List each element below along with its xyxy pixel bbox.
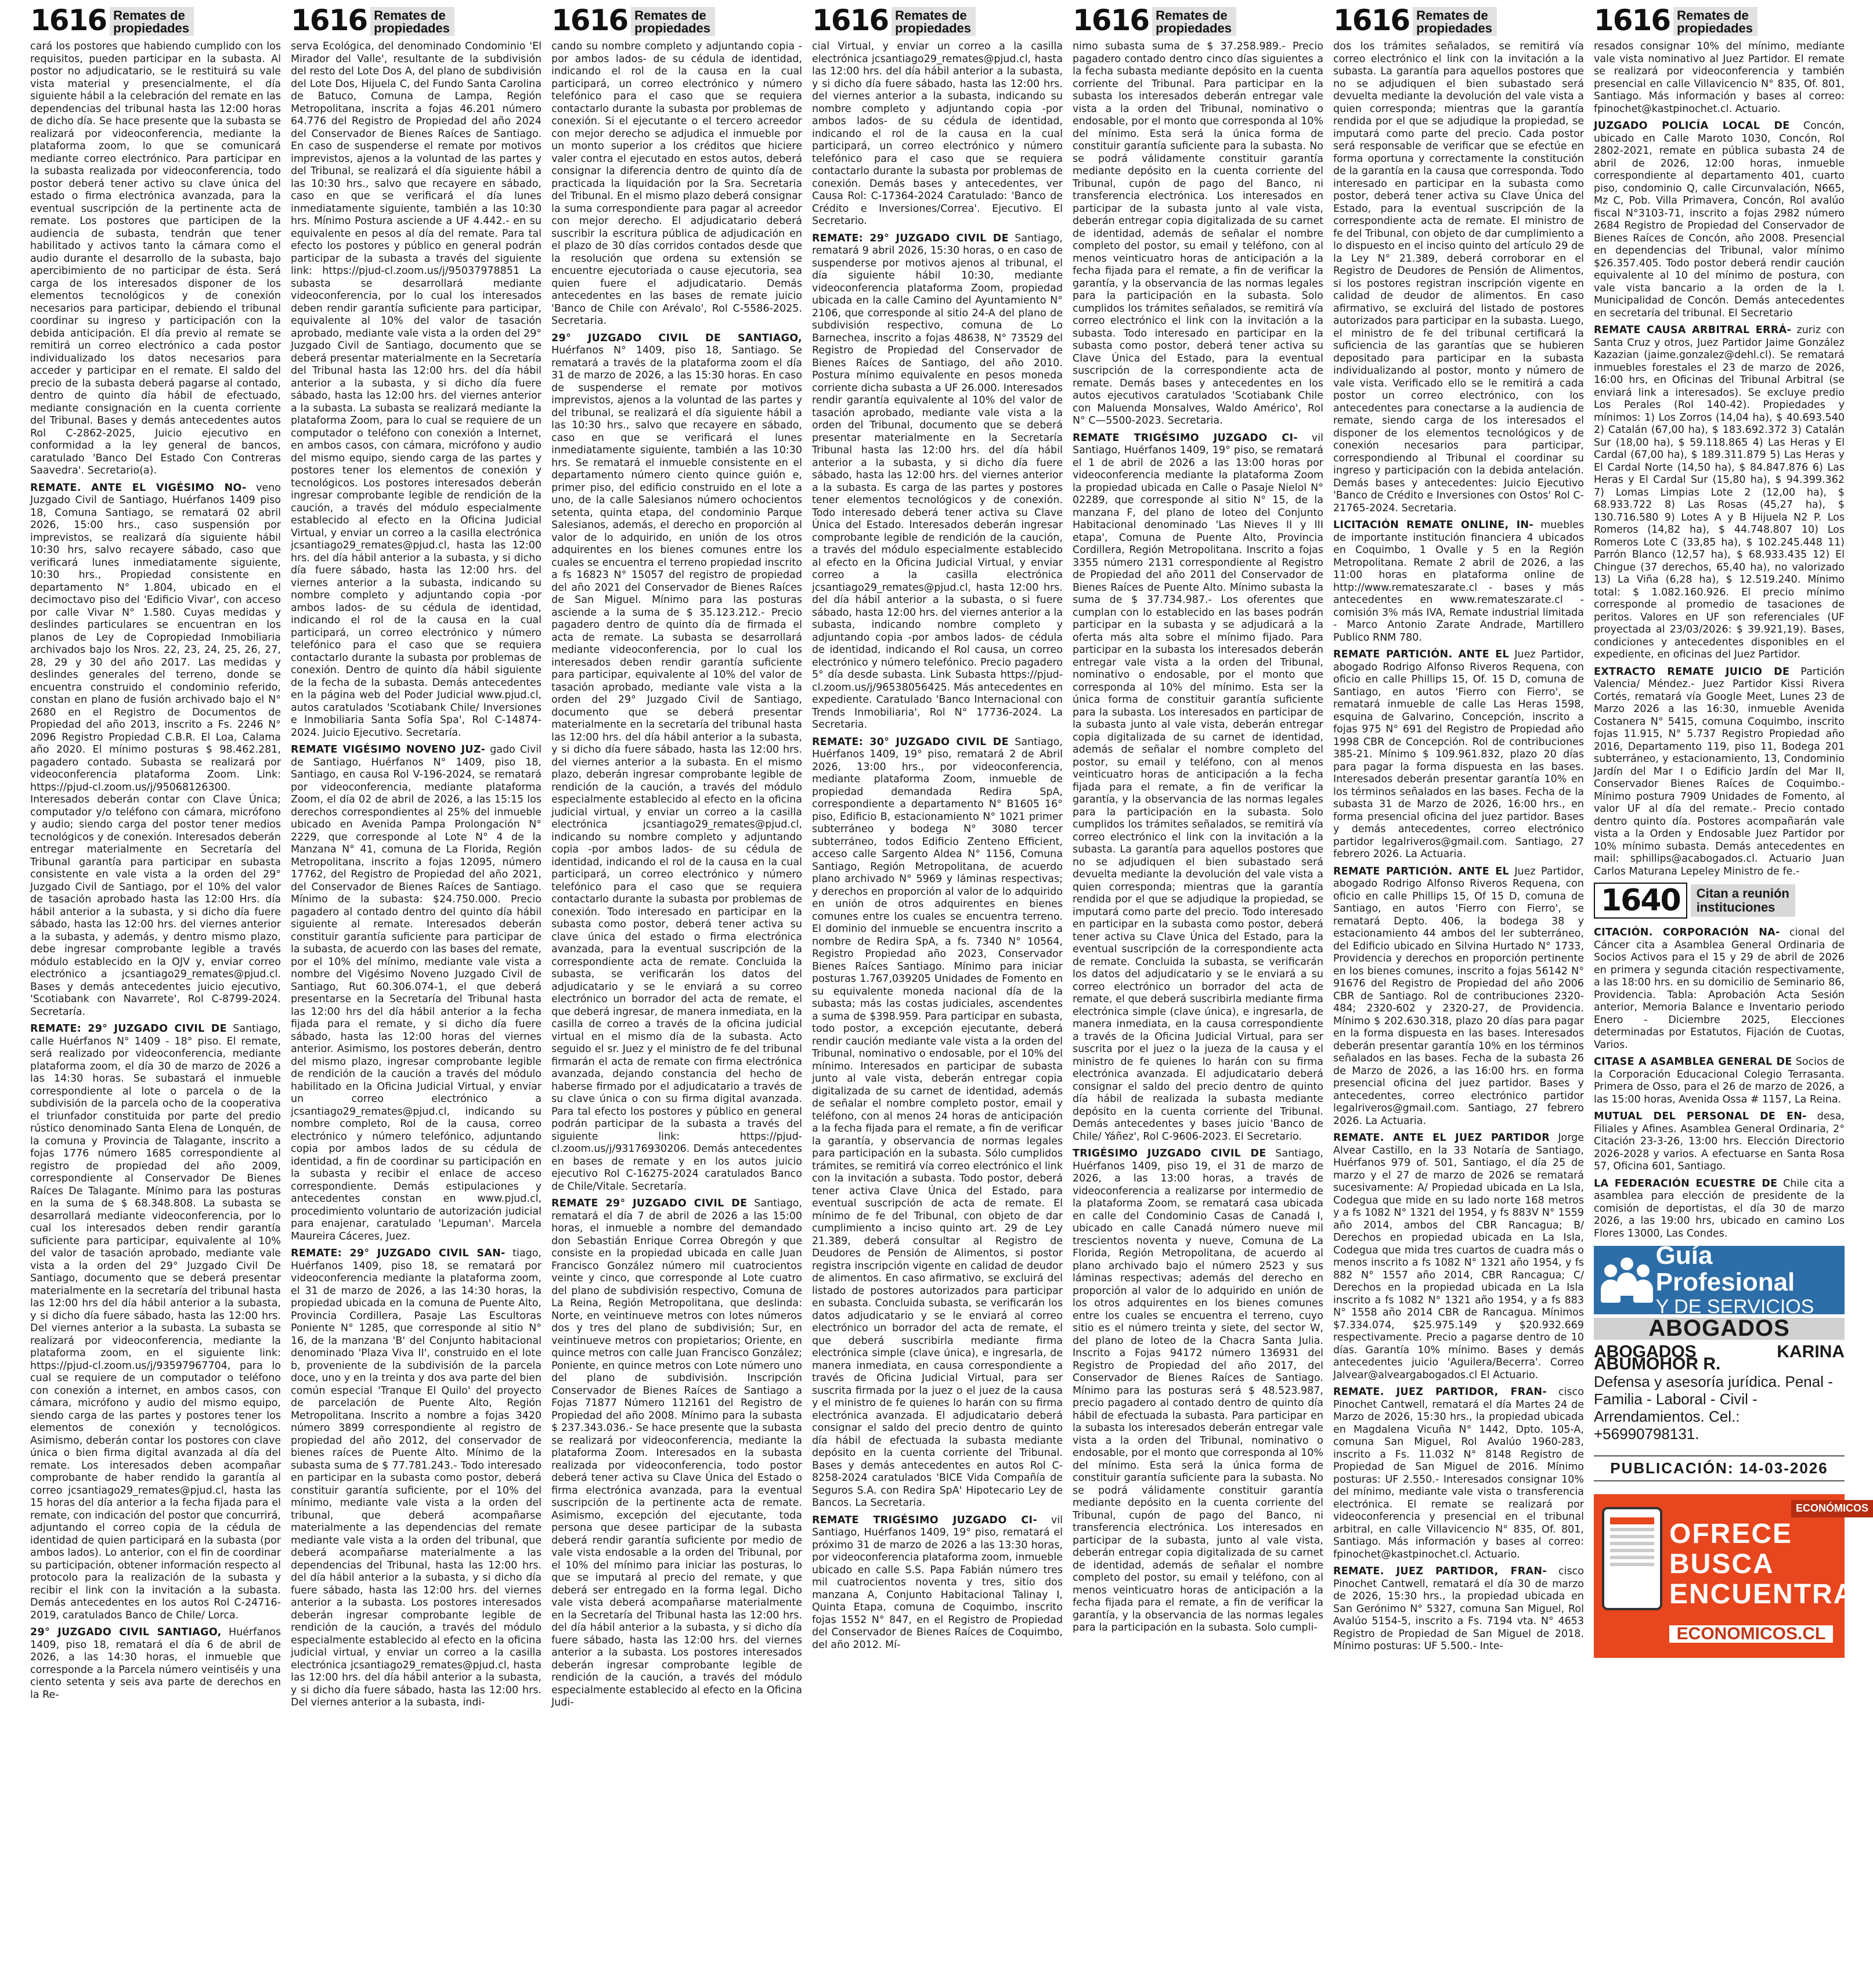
notice — [1333, 41, 1584, 515]
notice — [1073, 432, 1323, 1144]
notice-text: Santiago, calle Huérfanos N° 1409 - 18° piso. El remate, será realizado por videoconferencia, mediante plataforma zoom, el día 30 de marzo de 2026 a las 14:30 horas. Se subastará el inmueble correspondiente al lote o parcela o de la subdivisión de la parcela ocho de la cooperativa el triunfador constituida por parte del predio rústico denominado Santa Elena de Lonquén, de la comuna y Provincia de Talagante, inscrito a fojas 1776 número 1685 correspondiente al registro de propiedad del año 2009, correspondiente al Conservador De Bienes Raíces De Talagante. Mínimo para las posturas en la suma de $ 68.348.808. La subasta se desarrollará mediante videoconferencia, por lo cual los interesados deben rendir garantía suficiente para participar, equivalente al 10% del valor de tasación aprobado, mediante vale vista a la orden del 29° Juzgado Civil De Santiago, documento que se deberá presentar materialmente en la secretaría del tribunal hasta las 12:00 hrs del día hábil anterior a la subasta, y si dicho día fuere sábado, hasta las 12:00 hrs. Del viernes anterior a la subasta. La subasta se realizará por videoconferencia, mediante la plataforma zoom, en el siguiente link: https://pjud-cl.zoom.us/j/93597967704, para lo cual se requiere de un computador o teléfono con conexión a internet, en ambos casos, con cámara, micrófono y audio del mismo equipo, siendo carga de las partes y postores tener los elementos de conexión y tecnológicos. Asimismo, deberán contar los postores con clave única o bien firma digital avanzada al día del remate. Los interesados deben acompañar comprobante de haber rendido la garantía al correo jcsantiago29_remates@pjud.cl, hasta las 15 horas del día anterior a la fecha fijada para el remate, con indicación del postor que concurrirá, adjuntando el correo copia de la cédula de identidad de quien participará en la subasta (por ambos lados). Lo anterior, con el fin de coordinar su participación, obtener información respecto al protocolo para la realización de la subasta y recibir el link con la invitación a la subasta. Demás antecedentes en los autos Rol C-24716-2019, caratulados Banco de Chile/ Lorca. — [30, 1023, 281, 1621]
phone-icon — [1602, 1507, 1662, 1610]
notice-text: muebles de importante institución financiera 4 ubicados en Coquimbo, 1 Ovalle y 5 en la Región Metropolitana. Remate 2 abril de 2026, a las 11:00 horas en plataforma online de http://www.remateszarate.cl - bases y más antecedentes en www.remateszarate.cl - comisión 3% más IVA, Remate industrial limitada - Marco Antonio Zarate Andrade, Martillero Publico RNM 780. — [1333, 519, 1584, 644]
notice — [1594, 927, 1845, 1051]
notice-text: cisco Pinochet Cantwell, rematará el día 30 de marzo de 2026, 15:30 hrs., la propiedad ubicada en San Gerónimo N° 5327, comuna San Miguel, Rol Avalúo 5154-5, inscrito a Fs. 7194 vta. N° 4653 Registro de Propiedad de San Miguel de 2018. Mínimo posturas: UF 5.500.- Inte- — [1333, 1566, 1584, 1652]
notice-lead: CITASE A ASAMBLEA GENERAL DE — [1594, 1056, 1792, 1068]
notice-lead: EXTRACTO REMATE JUICIO DE — [1594, 666, 1790, 678]
notice-text: cisco Pinochet Cantwell, rematará el día Martes 24 de Marzo de 2026, 15:30 hrs., la propiedad ubicada en Magdalena Vicuña N° 1442, Dpto. 105-A, comuna San Miguel, Rol Avalúo 1960-283, inscrito a Fs. 11.032 N° 8148 Registro de Propiedad de San Miguel de 2016. Mínimo posturas: UF 2.550.- Interesados consignar 10% del mínimo, mediante vale vista o transferencia electrónica. El remate se realizará por videoconferencia y presencial en el tribunal arbitral, en calle Villavicencio N° 835, Of. 801, Santiago. Más información y bases al correo: fpinochet@kastpinochet.cl. Actuario. — [1333, 1386, 1584, 1560]
notice-lead: REMATE TRIGÉSIMO JUZGADO CI- — [812, 1514, 1037, 1526]
notice-lead: TRIGÉSIMO JUZGADO CIVIL DE — [1073, 1148, 1266, 1159]
notice-text: Huérfanos N° 1409, piso 18, Santiago. Se rematará a través de la plataforma zoom el día 31 de marzo de 2026, a las 15:30 horas. En caso de suspenderse el remate por motivos imprevistos, ajenos a la voluntad de las partes y del tribunal, se realizará el día siguiente hábil a las 10:30 hrs., salvo que recayere en sábado, caso en que se verificará el lunes inmediatamente siguiente, también a las 10:30 hrs. Se rematará el inmueble consistente en el departamento número ciento quince guión e, primer piso, del edificio construido en el lote a uno, de la calle Salesianos número ochocientos setenta, quinta etapa, del condominio Parque Salesianos, además, el derecho en proporción al valor de lo adquirido, en unión de los otros adquirentes en los bienes comunes entre los cuales se encuentra el terreno propiedad inscrito a fs 16823 N° 15057 del registro de propiedad del año 2021 del Conservador de Bienes Raíces de San Miguel. Mínimo para las posturas asciende a la suma de $ 35.123.212.- Precio pagadero dentro de quinto día de firmada el acta de remate. La subasta se desarrollará mediante videoconferencia, por lo cual los interesados deben rendir garantía suficiente para participar, equivalente al 10% del valor de tasación aprobado, mediante vale vista a la orden del 29° Juzgado Civil de Santiago, documento que se deberá presentar materialmente en la secretaría del tribunal hasta las 12:00 hrs. del día hábil anterior a la subasta, y si dicho día fuere sábado, hasta las 12:00 hrs. del viernes anterior a la subasta. En el mismo plazo, deberán ingresar comprobante legible de rendición de la caución, a través del módulo especialmente establecido al efecto en la oficina judicial virtual, y enviar un correo a la casilla electrónica jcsantiago29_remates@pjud.cl, indicando su nombre completo y adjuntando copia -por ambos lados- de su cédula de identidad, indicando el rol de la causa en la cual participará, un correo electrónico y número telefónico para el caso que se requiera contactarlo durante la subasta por problemas de conexión. Todo interesado en participar en la subasta como postor, deberá tener activa su clave única del estado o firma electrónica avanzada, para la eventual suscripción de la correspondiente acta de remate. Concluida la subasta, se verificarán los datos del adjudicatario y se le enviará a su correo electrónico un borrador del acta de remate, el que deberá ingresar, de manera inmediata, en la casilla de correo a través de la oficina judicial virtual en el mismo día de la subasta. Acto seguido el sr. Juez y el ministro de fe del tribunal firmarán el acta de remate con firma electrónica avanzada, dejando constancia del hecho de haberse firmado por el adjudicatario a través de su clave única o con su firma digital avanzada. Para tal efecto los postores y público en general podrán participar de la subasta a través del siguiente link: https://pjud-cl.zoom.us/j/93176930206. Demás antecedentes en bases de remate y en los autos juicio ejecutivo Rol C-16275-2024 caratulados Banco de Chile/Vitale. Secretaría. — [551, 345, 802, 1192]
notice — [30, 1023, 281, 1622]
notice-text: Santiago, rematará 9 abril 2026, 15:30 horas, o en caso de suspenderse por motivos ajenos al tribunal, el día siguiente hábil 10:30, mediante videoconferencia plataforma Zoom, propiedad ubicada en la calle Camino del Ayuntamiento N° 2106, que corresponde al sitio 24-A del plano de subdivisión respectivo, comuna de Lo Barnechea, inscrito a fojas 48638, N° 73529 del Registro de Propiedad del Conservador de Bienes Raíces de Santiago, del año 2010. Postura mínimo equivalente en pesos moneda corriente dicha subasta a UF 26.000. Interesados rendir garantía equivalente al 10% del valor de tasación aprobado, mediante vale vista a la orden del Tribunal, documento que se deberá presentar materialmente en la Secretaría Tribunal hasta las 12:00 hrs. del día hábil anterior a la subasta, y si dicho día fuere sábado, hasta las 12:00 hrs. del viernes anterior a la subasta. Es carga de las partes y postores tener elementos tecnológicos y de conexión. Todo interesado deberá tener activa su Clave Única del Estado. Interesados deberán ingresar comprobante legible de rendición de la caución, a través del módulo especialmente establecido al efecto en la Oficina Judicial Virtual, y enviar correo a la casilla electrónica jcsantiago29_remates@pjud.cl, hasta 12:00 hrs. del día hábil anterior a la subasta, o si fuere sábado, hasta 12:00 hrs. del viernes anterior a la subasta, indicando nombre completo y adjuntando copia -por ambos lados- de cédula de identidad, indicando el Rol causa, un correo electrónico y número telefónico. Precio pagadero 5° día desde subasta. Link Subasta https://pjud-cl.zoom.us/j/96538056425. Más antecedentes en expediente. Caratulado 'Banco Internacional con Trends Inmobiliaria', Rol N° 17736-2024. La Secretaria. — [812, 232, 1063, 731]
notice-text: gado Civil de Santiago, Huérfanos N° 1409, piso 18, Santiago, en causa Rol V-196-2024, se rematará por videoconferencia, mediante plataforma Zoom, el día 02 de abril de 2026, a las 15:15 los derechos correspondientes al 25% del inmueble ubicado en Avenida Pampa Prolongación N° 2229, que corresponde al Lote N° 4 de la Manzana N° 41, comuna de La Florida, Región Metropolitana, inscrito a fojas 12095, número 17762, del Registro de Propiedad del año 2021, del Conservador de Bienes Raíces de Santiago. Mínimo de la subasta: $24.750.000. Precio pagadero al contado dentro del quinto día hábil siguiente al remate. Interesados deberán constituir garantía suficiente para participar de la subasta, de acuerdo con las bases del remate, por el 10% del mínimo, mediante vale vista a nombre del Vigésimo Noveno Juzgado Civil de Santiago, Rut 60.306.074-1, el que deberá presentarse en la Secretaría del Tribunal hasta las 12:00 hrs del día hábil anterior a la fecha fijada para el remate, y si dicho día fuere sábado, hasta las 12:00 horas del viernes anterior. Asimismo, los postores deberán, dentro del mismo plazo, ingresar comprobante legible de rendición de la caución a través del módulo habilitado en la Oficina Judicial Virtual, y enviar un correo electrónico a jcsantiago29_remates@pjud.cl, indicando su nombre completo, Rol de la causa, correo electrónico y número telefónico, adjuntando copia por ambos lados de su cédula de identidad, a fin de coordinar su participación en la subasta y recibir el enlace de acceso correspondiente. Demás estipulaciones y antecedentes constan en www.pjud.cl, procedimiento voluntario de autorización judicial para enajenar, caratulado 'Lepuman'. Marcela Maureira Cáceres, Juez. — [291, 744, 542, 1242]
notice-text: vil Santiago, Huérfanos 1409, 19° piso, se rematará el 1 de abril de 2026 a las 13:00 horas por videoconferencia mediante la plataforma Zoom la propiedad ubicada en Calle o Pasaje Nielol N° 02289, que corresponde al sitio N° 15, de la manzana F, del plano de loteo del Conjunto Habitacional denominado 'Las Nieves II y III etapa', Comuna de Puente Alto, Provincia Cordillera, Región Metropolitana. Inscrito a fojas 3355 número 2131 correspondiente al Registro de Propiedad del año 2011 del Conservador de Bienes Raíces de Puente Alto. Mínimo subasta la suma de $ 37.734.987.- Los oferentes que cumplan con lo establecido en las bases podrán participar en la subasta y se adjudicará a la oferta más alta sobre el mínimo fijado. Para participar en la subasta los interesados deberán entregar vale vista a la orden del Tribunal, nominativo o endosable, por el monto que corresponda al 10% del mínimo. Esta ser la única forma de constituir garantía suficiente para la subasta. Los interesados en participar de la subasta junto al vale vista, deberán entregar copia digitalizada de su carnet de identidad, además de señalar el nombre completo del postor, su email y teléfono, con al menos veinticuatro horas de anticipación a la fecha fijada para el remate, a fin de verificar la garantía, y la observancia de las normas legales para la participación en la subasta. Solo cumplidos los trámites señalados, se remitirá vía correo electrónico el link con la invitación a la subasta. La garantía para aquellos postores que no se adjudiquen el bien subastado será devuelta mediante la devolución del vale vista a quien corresponda; mientras que la garantía rendida por el que se adjudique la propiedad, se imputará como parte del precio. Todo interesado en participar en la subasta como postor, deberá tener activa su Clave Única del Estado, para la eventual suscripción de la correspondiente acta de remate. Concluida la subasta, se verificarán los datos del adjudicatario y se le enviará a su correo electrónico un borrador del acta de remate, el que deberá suscribirla mediante firma electrónica simple (clave única), e ingresarla, de manera inmediata, en la causa correspondiente a través de la Oficina Judicial Virtual, para ser suscrita por el juez o la jueza de la causa y el ministro de fe quienes lo harán con su firma electrónica avanzada. El adjudicatario deberá consignar el saldo del precio dentro de quinto día hábil de realizada la subasta mediante depósito en la cuenta corriente del Tribunal. Demás antecedentes y bases juicio 'Banco de Chile/ Yáñez', Rol C-9606-2023. El Secretario. — [1073, 432, 1323, 1143]
notice-text: cando su nombre completo y adjuntando copia -por ambos lados- de su cédula de identidad, indicando el rol de la causa en la cual participará, un correo electrónico y número telefónico para el caso que se requiera contactarlo durante la subasta por problemas de conexión. Si el ejecutante o el tercero acreedor con mejor derecho se adjudica el inmueble por un monto superior a los créditos que hiciere valer contra el ejecutado en estos autos, deberá consignar la diferencia dentro de quinto día de practicada la liquidación por la Sra. Secretaria del Tribunal. En el mismo plazo deberá consignar la suma correspondiente para pagar al acreedor con mejor derecho. El adjudicatario deberá suscribir la escritura pública de adjudicación en el plazo de 30 días corridos contados desde que la resolución que ordena su extensión se encuentre ejecutoriada o cause ejecutoria, sea quien fuere el adjudicatario. Demás antecedentes en las bases de remate juicio 'Banco de Chile con Arévalo', Rol C-5586-2025. Secretaria. — [551, 41, 802, 327]
notice-text: Huérfanos 1409, piso 18, rematará el día 6 de abril de 2026, a las 14:30 horas, el inmueble que corresponde a la Parcela número veintiséis y una ciento setenta y seis ava parte de derechos en la Re- — [30, 1626, 281, 1701]
notice — [30, 482, 281, 1019]
notice-text: veno Juzgado Civil de Santiago, Huérfanos 1409 piso 18, Comuna Santiago, se rematará 02 abril 2026, 15:00 hrs., caso suspensión por imprevistos, se realizará día siguiente hábil 10:30 hrs, salvo recayere sábado, caso que verificará lunes inmediatamente siguiente, 10:30 hrs., Propiedad consistente en departamento N° 1.804, ubicado en el decimoctavo piso del 'Edificio Vivar', con acceso por calle Vivar N° 1.580. Cuyas medidas y deslindes particulares se encuentran en los planos de Ley de Copropiedad Inmobiliaria archivados bajo los Nros. 22, 23, 24, 25, 26, 27, 28, 29 y 30 del año 2017. Las medidas y deslindes generales del terreno, donde se encuentra construido el condominio referido, constan en plano de fusión archivado bajo el N° 2680 en el Registro de Documentos de Propiedad del año 2013, inscrito a Fs. 2246 N° 2096 Registro Propiedad C.B.R. El Loa, Calama año 2020. El mínimo posturas $ 98.462.281, pagadero contado. Subasta se realizará por videoconferencia plataforma Zoom. Link: https://pjud-cl.zoom.us/j/95068126300. Interesados deberán contar con Clave Única; computador y/o teléfono con cámara, micrófono y audio; siendo carga del postor tener medios tecnológicos y de conexión. Interesados deberán entregar materialmente en Secretaría del Tribunal garantía para participar en subasta consistente en vale vista a la orden del 29° Juzgado Civil de Santiago, por el 10% del valor de tasación aprobado hasta las 12:00 Hrs. día hábil anterior a la subasta, y si dicho día fuere sábado, hasta las 12:00 hrs. del viernes anterior a la subasta, y además, y dentro mismo plazo, debe ingresar comprobante legible a través módulo establecido en la OJV y, enviar correo electrónico a jcsantiago29_remates@pjud.cl. Bases y demás antecedentes juicio ejecutivo, 'Scotiabank con Navarrete', Rol C-8799-2024. Secretaría. — [30, 482, 281, 1018]
section-label: Remates de propiedades — [370, 7, 454, 36]
notice — [1594, 41, 1845, 115]
column-header — [1333, 5, 1584, 41]
section-number: 1616 — [291, 3, 367, 37]
lawyer-name: ABOGADOS KARINA ABUMOHOR R. — [1594, 1342, 1845, 1373]
notice — [291, 1248, 542, 1709]
notice-lead: REMATE. JUEZ PARTIDOR, FRAN- — [1333, 1566, 1547, 1577]
notice — [1594, 666, 1845, 879]
notice — [812, 1515, 1063, 1652]
notice-text: resados consignar 10% del mínimo, mediante vale vista nominativo al Juez Partidor. El remate se realizará por videoconferencia y también presencial en calle Villavicencio N° 835, Of. 801, Santiago. Más información y bases al correo: fpinochet@kastpinochet.cl. Actuario. — [1594, 41, 1845, 115]
column-body — [812, 41, 1063, 1651]
notice-lead: 29° JUZGADO CIVIL SANTIAGO, — [30, 1626, 222, 1638]
column-header — [551, 5, 802, 41]
notice — [1594, 1111, 1845, 1173]
notice — [1594, 324, 1845, 662]
notice-lead: MUTUAL DEL PERSONAL DE EN- — [1594, 1111, 1807, 1122]
guide-subtitle: Y DE SERVICIOS — [1655, 1296, 1814, 1318]
section-label: Remates de propiedades — [631, 7, 715, 36]
section-label: Remates de propiedades — [892, 7, 976, 36]
notice — [1333, 1566, 1584, 1653]
notice — [551, 332, 802, 1194]
ad-brand: ECONÓMICOS — [1791, 1500, 1873, 1517]
notice-text: Santiago, Huérfanos 1409, piso 19, el 31 de marzo de 2026, a las 13:00 horas, a través de videoconferencia a realizarse por intermedio de la plataforma Zoom, se rematará casa ubicada en calle del Condominio Casas de Canadá I, ubicado en calle Canadá número nueve mil trescientos noventa y nueve, Comuna de La Florida, Región Metropolitana, de acuerdo al plano archivado bajo el número 2523 y sus láminas respectivas; además del derecho en proporción al valor de lo adquirido en unión de los otros adquirentes en los bienes comunes entre los cuales se encuentra el terreno, cuyo sitio es el número treinta y siete, del sector W, del plano de loteo de la Chacra Santa Julia. Inscrito a Fojas 94172 número 136931 del Registro de Propiedad del año 2017, del Conservador de Bienes Raíces de Santiago. Mínimo para las posturas será $ 48.523.987, precio pagadero al contado dentro de quinto día hábil de efectuada la subasta. Para participar en la subasta los interesados deberán entregar vale vista a la orden del Tribunal, nominativo o endosable, por el monto que corresponda al 10% del mínimo. Esta será la única forma de constituir garantía suficiente para la subasta. No se podrá válidamente constituir garantía mediante depósito en la cuenta corriente del Tribunal, cupón de pago del Banco, ni transferencia electrónica. Los interesados en participar de la subasta, junto al vale vista, deberán entregar copia digitalizada de su carnet de identidad, además de señalar el nombre completo del postor, su email y teléfono, con al menos veinticuatro horas de anticipación a la fecha fijada para el remate, a fin de verificar la garantía, y la observancia de las normas legales para la participación en la subasta. Solo cumpli- — [1073, 1148, 1323, 1633]
notice-text: dos los trámites señalados, se remitirá vía correo electrónico el link con la invitación a la subasta. La garantía para aquellos postores que no se adjudiquen el bien subastado será devuelta mediante la devolución del vale vista a quien corresponda; mientras que la garantía rendida por el que se adjudique la propiedad, se imputará como parte del precio. Cada postor será responsable de verificar que se efectúe en forma oportuna y correctamente la constitución de la garantía en la causa que corresponda. Todo interesado en participar en la subasta como postor, deberá tener activa su Clave Única del Estado, para la eventual suscripción de la correspondiente acta de remate. El ministro de fe del Tribunal, con objeto de dar cumplimiento a lo dispuesto en el inciso quinto del artículo 29 de la Ley N° 21.389, deberá corroborar en el Registro de Deudores de Pensión de Alimentos, si los postores registran inscripción vigente en calidad de deudor de alimentos. En caso afirmativo, se excluirá del listado de postores autorizados para participar en la subasta. Luego, el ministro de fe del tribunal certificará la suficiencia de las garantías que se hubieren depositado para participar en la subasta individualizando al postor, monto y número de vale vista. Verificado ello se le remitirá a cada postor un correo electrónico, con los antecedentes para conectarse a la audiencia de remate, siendo carga de los interesados el disponer de los elementos tecnológicos y de conexión necesarios para participar, correspondiendo al Tribunal el coordinar su ingreso y participación con la debida antelación. Demás bases y antecedentes: Juicio Ejecutivo 'Banco de Crédito e Inversiones con Ostos' Rol C-21765-2024. Secretaria. — [1333, 41, 1584, 514]
notice-text: Socios de la Corporación Educacional Colegio Terrasanta. Primera de Osso, para el 26 de marzo de 2026, a las 15:00 horas, Avenida Ossa # 1157, La Reina. — [1594, 1056, 1845, 1105]
section-label: Remates de propiedades — [110, 7, 194, 36]
notice — [30, 1626, 281, 1701]
classified-column-2 — [291, 5, 542, 1983]
section-label: Remates de propiedades — [1413, 7, 1497, 36]
classified-column-4 — [812, 5, 1063, 1983]
notice-lead: REMATE: 29° JUZGADO CIVIL DE — [812, 232, 1009, 244]
people-icon — [1601, 1254, 1648, 1306]
notice-lead: REMATE. ANTE EL VIGÉSIMO NO- — [30, 482, 247, 494]
notice-lead: 29° JUZGADO CIVIL DE SANTIAGO, — [551, 332, 802, 344]
economicos-ad[interactable] — [1594, 1494, 1869, 1658]
notice-text: Jorge Alvear Castillo, en la 33 Notaría de Santiago, Huérfanos 979 of. 501, Santiago, el día 25 de marzo y el 27 de marzo de 2026 se rematará sucesivamente: A/ Propiedad ubicada en La Isla, Codegua que mide en su lado norte 168 metros y a fs 1082 N° 1321 del 1954, y fs 883V N° 1559 año 2014, ambos del CBR Rancagua; B/ Derechos en propiedad ubicada en La Isla, Codegua que mida tres cuartos de cuadra más o menos inscrito a fs 1082 N° 1321 año 1954, y fs 882 N° 1557 año 2014, CBR Rancagua; C/ Derechos en la propiedad ubicada en La Isla inscrito a fs 1082 N° 1321 año 1954, y a fs 883 N° 1558 año 2014 CBR de Rancagua. Mínimos $7.334.074, $25.975.149 y $20.932.669 respectivamente. Precio a pagarse dentro de 10 días. Garantía 10% mínimo. Bases y demás antecedentes juicio 'Aguilera/Becerra'. Correo Jalvear@alveargabogados.cl El Actuario. — [1333, 1132, 1584, 1381]
column-body — [30, 41, 281, 1701]
section-number: 1616 — [1333, 3, 1410, 37]
section-number: 1640 — [1594, 883, 1687, 919]
publication-date: PUBLICACIÓN: 14-03-2026 — [1594, 1455, 1845, 1482]
classified-column-6 — [1333, 5, 1584, 1983]
classified-column-1 — [30, 5, 281, 1983]
notice-text: tiago, Huérfanos 1409, piso 18, se rematará por videoconferencia mediante la plataforma zoom, el 31 de marzo de 2026, a las 14:30 horas, la propiedad ubicada en la comuna de Puente Alto, Provincia Cordillera, Pasaje Las Escultoras Poniente N° 1285, que corresponde al sitio N° 16, de la manzana 'B' del Conjunto habitacional denominado 'Plaza Viva II', construido en el lote b, proveniente de la subdivisión de la parcela doce, uno y en la treinta y dos ava parte del bien común especial 'Tranque El Quilo' del proyecto de parcelación de Puente Alto, Región Metropolitana. Inscrito a nombre a fojas 3420 número 3899 correspondiente al registro de propiedad del año 2012, del conservador de bienes raíces de Puente Alto. Mínimo de la subasta suma de $ 77.781.243.- Todo interesado en participar en la subasta como postor, deberá constituir garantía suficiente, por el 10% del mínimo, mediante vale vista a la orden del tribunal, que deberá acompañarse materialmente a las dependencias del remate mediante vale vista a la orden del tribunal, que deberá acompañarse materialmente a las dependencias del Tribunal, hasta las 12:00 hrs. del día hábil anterior a la subasta, y si dicho día fuere sábado, hasta las 12:00 hrs. del viernes anterior a la subasta. Los postores interesados deberán ingresar comprobante legible de rendición de la caución, a través del módulo especialmente establecido al efecto en la oficina judicial virtual, y enviar un correo a la casilla electrónica jcsantiago29_remates@pjud.cl, hasta las 12:00 hrs. del día hábil anterior a la subasta, y si dicho día fuere sábado, hasta las 12:00 hrs. Del viernes anterior a la subasta, indi- — [291, 1248, 542, 1708]
notice — [1594, 120, 1845, 320]
notice — [812, 41, 1063, 228]
column-body — [551, 41, 802, 1709]
notice-text: Santiago, Huérfanos 1409, 19° piso, rematará 2 de Abril 2026, 13:00 hrs., por videoconferencia, mediante plataforma Zoom, inmueble de propiedad demandada Redira SpA, correspondiente a departamento N° B1605 16° piso, Edificio B, estacionamiento N° 1021 primer subterráneo y bodega N° 3080 tercer subterráneo, todos Edificio Zenteno Efficient, acceso calle Sargento Aldea N° 1156, Comuna Santiago, Región Metropolitana, de acuerdo plano archivado N° 5969 y láminas respectivas; y derechos en proporción al valor de lo adquirido en unión de otros adquirentes en bienes comunes entre los cuales se encuentra terreno. El dominio del inmueble se encuentra inscrito a nombre de Redira SpA, a fs. 7340 N° 10564, Registro Propiedad año 2023, Conservador Bienes Raíces Santiago. Mínimo para iniciar posturas 1.767,039205 Unidades de Fomento en su equivalente moneda nacional día de la subasta; más las costas judiciales, ascendentes a suma de $398.959. Para participar en subasta, todo postor, a excepción ejecutante, deberá rendir caución mediante vale vista a la orden del Tribunal, nominativo o endosable, por el 10% del mínimo. Interesados en participar de subasta junto al vale vista, deberán entregar copia digitalizada de su carnet de identidad, además de señalar el nombre completo postor, email y teléfono, con al menos 24 horas de anticipación a la fecha fijada para el remate, a fin de verificar la garantía, y observancia de normas legales para participación en la subasta. Sólo cumplidos trámites, se remitirá vía correo electrónico el link con la invitación a subasta. Todo postor, deberá tener activa Clave Única del Estado, para eventual suscripción de acta de remate. El mínimo de fe del Tribunal, con objeto de dar cumplimiento a inciso quinto art. 29 de Ley 21.389, deberá consultar al Registro de Deudores de Pensión de Alimentos, si postor registra inscripción vigente en calidad de deudor de alimentos. En caso afirmativo, se excluirá del listado de postores autorizados para participar en subasta. Concluida subasta, se verificarán los datos adjudicatario y se le enviará al correo electrónico un borrador del acta de remate, el que deberá suscribirla mediante firma electrónica simple (clave única), e ingresarla, de manera inmediata, en causa correspondiente a través de Oficina Judicial Virtual, para ser suscrita firmada por la juez o el juez de la causa y el ministro de fe quienes lo harán con su firma electrónica avanzada. El adjudicatario deberá consignar el saldo del precio dentro de quinto día hábil de efectuada la subasta mediante depósito en la cuenta corriente del Tribunal. Bases y demás antecedentes en autos Rol C-8258-2024 caratulados 'BICE Vida Compañía de Seguros S.A. con Redira SpA' Hipotecario Ley de Bancos. La Secretaria. — [812, 736, 1063, 1509]
notice-text: Partición Valencia/ Méndez.- Juez Partidor Kissi Rivera Cortés, rematará vía Google Meet, Lunes 23 de Marzo 2026 a las 16:30, inmueble Avenida Costanera N° 5415, comuna Coquimbo, inscrito fojas 11.915, N° 5.737 Registro Propiedad año 2016, Departamento 119, piso 11, Bodega 201 subterráneo, y estacionamiento, 13, Condominio Jardín del Mar I o Edificio Jardín del Mar II, Conservador Bienes Raíces de Coquimbo.- Mínimo postura 7909 Unidades de Fomento, al valor UF al día del remate.- Precio contado dentro quinto día. Postores acompañarán vale vista a la Orden y Endosable Juez Partidor por 10% mínimo subasta. Demás antecedentes en mail: sphillips@acabogados.cl. Actuario Juan Carlos Maturana Lepeley Ministro de fe.- — [1594, 666, 1845, 877]
notice — [812, 233, 1063, 732]
notice — [551, 41, 802, 328]
notice-text: cial Virtual, y enviar un correo a la casilla electrónica jcsantiago29_remates@pjud.cl, hasta las 12:00 hrs. del día hábil anterior a la subasta, y si dicho día fuere sábado, hasta las 12:00 hrs. del viernes anterior a la subasta, indicando su nombre completo y adjuntando copia -por ambos lados- de su cédula de identidad, indicando el rol de la causa en la cual participará, un correo electrónico y número telefónico para el caso que se requiera contactarlo durante la subasta por problemas de conexión. Demás bases y antecedentes, ver Causa Rol: C-17364-2024 Caratulado: 'Banco de Crédito e Inversiones/Correa'. Ejecutivo. El Secretario. — [812, 41, 1063, 227]
notice-text: zuriz con Santa Cruz y otros, Juez Partidor Jaime González Kazazian (jaime.gonzalez@dehl.cl). Se rematará inmuebles forestales el 23 de marzo de 2026, 16:00 hrs, en Oficinas del Tribunal Arbitral (se enviará link a interesados). Se excluye predio Los Perales (Rol 140-42). Propiedades y mínimos: 1) Los Zorros (14,04 ha), $ 40.693.540 2) Catalán (67,00 ha), $ 183.692.372 3) Catalán Sur (18,00 ha), $ 59.118.865 4) Las Heras y El Cardal (67,00 ha), $ 189.311.879 5) Las Heras y El Cardal Norte (14,50 ha), $ 84.847.876 6) Las Heras y El Cardal Sur (15,80 ha), $ 94.399.362 7) Lomas Limpias Lote 2 (12,00 ha), $ 68.933.722 8) Las Rosas (45,27 ha), $ 130.716.580 9) Lotes A y B Hijuela N2 P. Los Romeros (14,82 ha), $ 44.748.807 10) Los Romeros Lote C (33,85 ha), $ 102.245.448 11) Parrón Blanco (12,57 ha), $ 68.933.435 12) El Chingue (37 derechos, 65,40 ha), no valorizado 13) La Viña (6,28 ha), $ 12.519.240. Mínimo total: $ 1.082.160.926. El precio mínimo corresponde al promedio de tasaciones de peritos. Valores en UF son referenciales (UF proyectada al 23/03/2026: $ 39.921,19). Bases, condiciones y antecedentes disponibles en el expediente, en oficinas del Juez Partidor. — [1594, 324, 1845, 660]
notice-text: desa, Filiales y Afines. Asamblea General Ordinaria, 2° Citación 23-3-26, 13:00 hrs. Elección Directorio 2026-2028 y varios. A efectuarse en Santa Rosa 57, Oficina 601, Santiago. — [1594, 1111, 1845, 1172]
section-number: 1616 — [1594, 3, 1670, 37]
notice-lead: REMATE 29° JUZGADO CIVIL DE — [551, 1198, 748, 1209]
notice-lead: REMATE. JUEZ PARTIDOR, FRAN- — [1333, 1386, 1547, 1398]
ad-line-2: BUSCA — [1669, 1549, 1774, 1579]
notice — [1333, 649, 1584, 861]
section-number: 1616 — [1073, 3, 1149, 37]
notice — [30, 41, 281, 478]
notice-lead: REMATE PARTICIÓN. ANTE EL — [1333, 649, 1509, 660]
notice-lead: REMATE: 29° JUZGADO CIVIL SAN- — [291, 1248, 506, 1259]
notice — [1594, 1178, 1845, 1241]
notice-text: vil Santiago, Huérfanos 1409, 19° piso, rematará el próximo 31 de marzo de 2026 a las 13:30 horas, por videoconferencia plataforma zoom, inmueble ubicado en calle S.S. Papa Fabián número tres mil cuatrocientos noventa y tres, sitio dos manzana A, Conjunto Habitacional Talinay I, Quinta Etapa, comuna de Coquimbo, inscrito fojas 1552 N° 847, en el Registro de Propiedad del Conservador de Bienes Raíces de Coquimbo, del año 2012. Mí- — [812, 1514, 1063, 1651]
notice-text: serva Ecológica, del denominado Condominio 'El Mirador del Valle', resultante de la subdivisión del resto del Lote Dos A, del plano de subdivisión del Lote Dos, Hijuela C, del Fundo Santa Carolina de Batuco, Comuna de Lampa, Región Metropolitana, inscrita a fojas 46.201 número 64.776 del Registro de Propiedad del año 2024 del Conservador de Bienes Raíces de Santiago. En caso de suspenderse el remate por motivos imprevistos, ajenos a la voluntad de las partes y del Tribunal, se realizará el día siguiente hábil a las 10:30 hrs., salvo que recayere en sábado, caso en que se verificará el día lunes inmediatamente siguiente, también a las 10:30 hrs. Mínimo Postura asciende a UF 4.442.- en su equivalente en pesos al día del remate. Para tal efecto los postores y público en general podrán participar de la subasta a través del siguiente link: https://pjud-cl.zoom.us/j/95037978851 La subasta se desarrollará mediante videoconferencia, por lo cual los interesados deben rendir garantía suficiente para participar, equivalente al 10% del valor de tasación aprobado, mediante vale vista a la orden del 29° Juzgado Civil de Santiago, documento que se deberá presentar materialmente en la Secretaría del Tribunal hasta las 12:00 hrs. del día hábil anterior a la subasta, y si dicho día fuere sábado, hasta las 12:00 hrs. del viernes anterior a la subasta. La subasta se realizará mediante la plataforma Zoom, para lo cual se requiere de un computador o teléfono con conexión a Internet, en ambos casos, con cámara, micrófono y audio del mismo equipo, siendo carga de las partes y postores tener los elementos de conexión y tecnológicos. Los postores interesados deberán ingresar comprobante legible de rendición de la caución, a través del módulo especialmente establecido al efecto en la Oficina Judicial Virtual, y enviar un correo a la casilla electrónica jcsantiago29_remates@pjud.cl, hasta las 12:00 hrs. del día hábil anterior a la subasta, y si dicho día fuere sábado, hasta las 12:00 hrs. del viernes anterior a la subasta, indicando su nombre completo y adjuntando copia -por ambos lados- de su cédula de identidad, indicando el rol de la causa en la cual participará, un correo electrónico y número telefónico para el caso que se requiera contactarlo durante la subasta por problemas de conexión. Dentro de quinto día hábil siguiente de la fecha de la subasta. Demás antecedentes en la página web del Poder Judicial www.pjud.cl, autos caratulados 'Scotiabank Chile/ Inversiones e Inmobiliaria Santa Sofía Spa', Rol C-14874-2024. Juicio Ejecutivo. Secretaría. — [291, 41, 542, 739]
notice-text: Juez Partidor, abogado Rodrigo Alfonso Riveros Requena, con oficio en calle Phillips 15, Of 15 D, comuna de Santiago, en autos 'Fierro con Fierro', se rematará Depto. 406, la bodega 38 y estacionamiento 44 ambos del ler subterráneo, del Edificio ubicado en Silvina Hurtado N° 1733, Providencia y derechos en proporción pertinente en los bienes comunes, inscrito a fojas 56142 N° 91676 del Registro de Propiedad del año 2006 CBR de Santiago. Rol de contribuciones 2320-484; 2320-602 y 2320-27, de Providencia. Mínimo $ 202.630.318, plazo 20 días para pagar en la forma dispuesta en las bases. Interesados deberán presentar garantía 10% en los términos señalados en las bases. Fecha de la subasta 26 de Marzo de 2026, a las 16:00 hrs. en forma presencial oficina del juez partidor. Bases y antecedentes, correo electrónico partidor legalriveros@gmail.com. Santiago, 27 febrero 2026. La Actuaria. — [1333, 865, 1584, 1127]
guide-title: Guía Profesional — [1655, 1241, 1795, 1296]
column-header — [1594, 5, 1845, 41]
column-header — [812, 5, 1063, 41]
notice-lead: REMATE. ANTE EL JUEZ PARTIDOR — [1333, 1132, 1550, 1144]
column-body — [1333, 41, 1584, 1653]
notice-lead: REMATE CAUSA ARBITRAL ERRÁ- — [1594, 324, 1792, 336]
notice-lead: LA FEDERACIÓN ECUESTRE DE — [1594, 1177, 1778, 1190]
section-label: Citan a reunión instituciones — [1691, 884, 1795, 917]
guide-banner — [1594, 1241, 1845, 1318]
notice-text: Chile cita a asamblea para elección de presidente de la comisión de deportistas, el día 30 de marzo 2026, a las 19:00 hrs, ubicado en camino Los Flores 13000, Las Condes. — [1594, 1177, 1845, 1239]
classified-column-3 — [551, 5, 802, 1983]
notice-lead: REMATE: 30° JUZGADO CIVIL DE — [812, 736, 1009, 748]
classified-column-7 — [1594, 3, 1869, 1983]
notice-lead: REMATE: 29° JUZGADO CIVIL DE — [30, 1023, 227, 1035]
notice-lead: REMATE PARTICIÓN. ANTE EL — [1333, 865, 1509, 877]
column-header — [1073, 5, 1323, 41]
abogados-header: ABOGADOS — [1594, 1318, 1845, 1340]
ad-line-3: ENCUENTRA — [1669, 1579, 1855, 1610]
notice-text: Concón, ubicado en Calle Maroto 1030, Concón, Rol 2802-2021, remate en pública subasta 24 de abril de 2026, 12:00 horas, inmueble correspondiente al departamento 401, cuarto piso, condominio Q, calle Circunvalación, N665, Mz C, Pob. Villa Primavera, Concón, Rol avalúo fiscal N°3103-71, inscrito a fojas 2982 número 2684 Registro de Propiedad del Conservador de Bienes Raíces de Concón, año 2008. Presencial en dependencias del Tribunal, valor mínimo $26.357.405. Todo postor deberá rendir caución equivalente al 10 del mínimo de postura, con vale vista bancario a la orden de la I. Municipalidad de Concón. Demás antecedentes en secretaría del tribunal. El Secretario — [1594, 120, 1845, 319]
notice-lead: CITACIÓN. CORPORACIÓN NA- — [1594, 927, 1780, 938]
notice — [1073, 41, 1323, 428]
notice-text: cional del Cáncer cita a Asamblea General Ordinaria de Socios Activos para el 15 y 29 de abril de 2026 en primera y segunda citación respectivamente, a las 18:00 hrs. en su domicilio de Seminario 86, Providencia. Tabla: Aprobación Acta Sesión anterior, Memoria Balance e Inventario periodo Enero - Diciembre 2025, Elecciones determinadas por Estatutos, Fijación de Cuotas, Varios. — [1594, 927, 1845, 1051]
classified-column-5 — [1073, 5, 1323, 1983]
notice — [1073, 1148, 1323, 1635]
notice-text: nimo subasta suma de $ 37.258.989.- Precio pagadero contado dentro cinco días siguientes a la fecha subasta mediante depósito en la cuenta corriente del Tribunal. Para participar en la subasta los interesados deberán entregar vale vista a la orden del Tribunal, nominativo o endosable, por el monto que corresponda al 10% del mínimo. Esta será la única forma de constituir garantía suficiente para la subasta. No se podrá válidamente constituir garantía mediante depósito en la cuenta corriente del Tribunal, cupón de pago del Banco, ni transferencia electrónica. Los interesados en participar de la subasta junto al vale vista, deberán entregar copia digitalizada de su carnet de identidad, además de señalar el nombre completo del postor, su email y teléfono, con al menos veinticuatro horas de anticipación a la fecha fijada para el remate, a fin de verificar la garantía, y la observancia de las normas legales para la participación en la subasta. Solo cumplidos los trámites señalados, se remitirá vía correo electrónico el link con la invitación a la subasta. Todo interesado en participar en la subasta como postor, deberá tener activa su Clave Única del Estado, para la eventual suscripción de la correspondiente acta de remate. Demás bases y antecedentes en los autos ejecutivos caratulados 'Scotiabank Chile con Maluenda Monsalves, Waldo Américo', Rol N° C—5500-2023. Secretaria. — [1073, 41, 1323, 426]
notice — [1333, 866, 1584, 1128]
section-divider-1640 — [1594, 883, 1845, 919]
notice-text: cará los postores que habiendo cumplido con los requisitos, pueden participar en la subasta. Al postor no adjudicatario, se le restituirá su vale vista material y presencialmente, el día siguiente hábil a la celebración del remate en las dependencias del tribunal hasta las 12:00 horas de dicho día. Se hace presente que la subasta se realizará por videoconferencia, mediante la plataforma zoom, lo que se comunicará mediante correo electrónico. Para participar en la subasta realizada por videoconferencia, todo postor deberá tener activo su clave única del estado o firma electrónica avanzada, para la eventual suscripción de la pertinente acta de remate. Los postores que participen de la audiencia de subasta, tendrán que tener habilitado y activos tanto la cámara como el audio durante el desarrollo de la subasta, bajo apercibimiento de no participar de ésta. Será carga de los interesados disponer de los elementos tecnológicos y de conexión necesarios para participar, debiendo el tribunal coordinar su ingreso y participación con la debida anticipación. El día previo al remate se remitirá un correo electrónico a cada postor individualizado los datos necesarios para acceder y participar en el remate. El saldo del precio de la subasta deberá pagarse al contado, dentro de quinto día hábil de efectuado, mediante consignación en la cuenta corriente del Tribunal. Bases y demás antecedentes autos Rol C-2862-2025, Juicio ejecutivo en conformidad a la ley general de bancos, caratulado 'Banco Del Estado Con Contreras Saavedra'. Secretario(a). — [30, 41, 281, 476]
notice — [1333, 519, 1584, 644]
notice-lead: LICITACIÓN REMATE ONLINE, IN- — [1333, 519, 1533, 531]
ad-website[interactable]: ECONOMICOS.CL — [1669, 1625, 1833, 1643]
notice-lead: REMATE TRIGÉSIMO JUZGADO CI- — [1073, 432, 1298, 444]
notice-lead: JUZGADO POLICÍA LOCAL DE — [1594, 120, 1790, 132]
section-number: 1616 — [30, 3, 107, 37]
column-header — [291, 5, 542, 41]
notice — [1333, 1132, 1584, 1382]
notice — [812, 736, 1063, 1510]
notice — [551, 1198, 802, 1709]
column-body — [291, 41, 542, 1709]
guide-block — [1594, 1241, 1869, 1658]
section-number: 1616 — [551, 3, 628, 37]
column-body — [1073, 41, 1323, 1635]
notice — [291, 744, 542, 1243]
notice — [291, 41, 542, 739]
section-label: Remates de propiedades — [1673, 7, 1757, 36]
notice-lead: REMATE VIGÉSIMO NOVENO JUZ- — [291, 744, 486, 756]
section-number: 1616 — [812, 3, 889, 37]
notice — [1594, 1056, 1845, 1106]
column-header — [30, 5, 281, 41]
notice — [1333, 1386, 1584, 1561]
notice-text: Juez Partidor, abogado Rodrigo Alfonso Riveros Requena, con oficio en calle Phillips 15, Of. 15 D, comuna de Santiago, en autos 'Fierro con Fierro', se rematará inmueble de calle Las Heras 1598, esquina de Galvarino, Concepción, inscrito a fojas 975 N° 691 del Registro de Propiedad año 1998 CBR de Concepción. Rol de contribuciones 385-21. Mínimo $ 109.961.832, plazo 20 días para pagar la forma dispuesta en las bases. Interesados deberán presentar garantía 10% en los términos señalados en las bases. Fecha de la subasta 31 de Marzo de 2026, 16:00 hrs., en forma presencial oficina del juez partidor. Bases y demás antecedentes, correo electrónico partidor legalriveros@gmail.com. Santiago, 27 febrero 2026. La Actuaria. — [1333, 649, 1584, 860]
ad-line-1: OFRECE — [1669, 1519, 1793, 1549]
section-label: Remates de propiedades — [1152, 7, 1236, 36]
column-body — [1594, 41, 1869, 1658]
notice-text: Santiago, rematará el día 7 de abril de 2026 a las 15:00 horas, el inmueble a nombre del demandado don Sebastián Enrique Correa Obregón y que consiste en la propiedad ubicada en calle Juan Francisco González número mil cuatrocientos veinte y cinco, que corresponde al Lote cuatro del plano de subdivisión respectivo, Comuna de La Reina, Región Metropolitana, que deslinda: Norte, en veintinueve metros con lotes números dos y tres del plano de subdivisión; Sur, en veintinueve metros con propietarios; Oriente, en quince metros con calle Juan Francisco González; Poniente, en quince metros con Lote número uno del plano de subdivisión. Inscripción Conservador de Bienes Raíces de Santiago a Fojas 71877 Número 112161 del Registro de Propiedad del año 2008. Mínimo para la subasta $ 237.343.036.- Se hace presente que la subasta se realizará por videoconferencia, mediante la plataforma Zoom. Interesados en la subasta realizada por videoconferencia, todo postor deberá tener activa su Clave Única del Estado o firma electrónica avanzada, para la eventual suscripción de la pertinente acta de remate. Asimismo, excepción del ejecutante, toda persona que desee participar de la subasta deberá rendir garantía suficiente por medio de vale vista endosable a la orden del Tribunal, por el 10% del mínimo para iniciar las posturas, lo que se imputará al precio del remate, y que deberá ser entregado en la forma legal. Dicho vale vista deberá acompañarse materialmente en la Secretaría del Tribunal hasta las 12:00 hrs. del día hábil anterior a la subasta, y si dicho día fuere sábado, hasta las 12:00 hrs. del viernes anterior a la subasta. Los postores interesados deberán ingresar comprobante legible de rendición de la caución, a través del módulo especialmente establecido al efecto en la Oficina Judi- — [551, 1198, 802, 1708]
lawyer-description: Defensa y asesoría jurídica. Penal - Familia - Laboral - Civil - Arrendamientos. Cel.: +56990798131. — [1594, 1372, 1833, 1443]
